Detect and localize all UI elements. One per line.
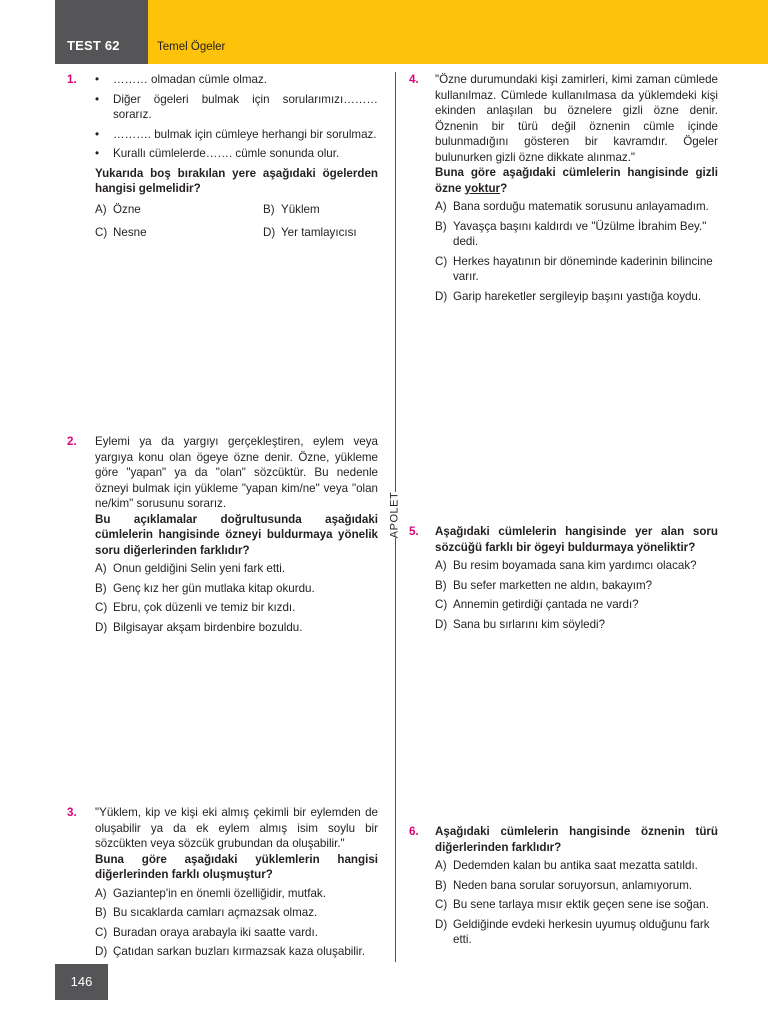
option-d[interactable] [263, 225, 431, 241]
option-c[interactable] [435, 597, 718, 613]
option-letter: C) [95, 925, 108, 939]
question-prompt: Bu açıklamalar doğrultusunda aşağıdaki cümlelerin hangisinde özneyi buldurmaya yönelik soru diğerlerinden farklıdır? [95, 512, 378, 557]
bullet-list [95, 72, 378, 162]
option-text: Yavaşça başını kaldırdı ve "Üzülme İbrahim Bey." dedi. [453, 219, 707, 248]
bullet-item: • ……… olmadan cümle olmaz. [95, 72, 378, 88]
answer-options [435, 858, 718, 948]
question-prompt: Aşağıdaki cümlelerin hangisinde yer alan soru sözcüğü farklı bir ögeyi buldurmaya yöneliktir? [435, 525, 718, 554]
option-letter: A) [435, 559, 447, 572]
question-stem: Eylemi ya da yargıyı gerçekleştiren, eylem veya yargıya konu olan ögeye özne denir. Özne, yükleme göre "yapan" ya da "olan" sözcüktür. Bu nedenle özneyi bulmak için yükleme "yapan kim/ne" veya "olan ne/kim" sorusunu sorarız. [95, 435, 378, 510]
option-letter: B) [435, 878, 447, 892]
option-letter: A) [95, 202, 107, 216]
option-text: Herkes hayatının bir döneminde kaderinin bilincine varır. [453, 254, 713, 283]
option-letter: C) [435, 254, 448, 268]
option-text: Neden bana sorular soruyorsun, anlamıyorum. [453, 878, 693, 892]
option-d[interactable] [435, 917, 718, 948]
option-b[interactable] [435, 578, 718, 594]
prompt-text: Buna göre aşağıdaki cümlelerin hangisinde gizli özne [435, 166, 718, 195]
option-text: Onun geldiğini Selin yeni fark etti. [113, 562, 286, 575]
option-letter: A) [95, 562, 107, 575]
option-text: Yer tamlayıcısı [281, 226, 357, 239]
option-letter: B) [95, 906, 107, 919]
header-dark-block [55, 0, 148, 64]
option-text: Annemin getirdiği çantada ne vardı? [453, 598, 639, 611]
side-label: APOLET [388, 491, 401, 539]
option-letter: D) [435, 917, 448, 931]
option-d[interactable] [95, 944, 378, 960]
option-c[interactable] [435, 254, 718, 285]
option-b[interactable] [435, 219, 718, 250]
option-text: Dedemden kalan bu antika saat mezatta satıldı. [453, 859, 698, 872]
option-d[interactable] [95, 620, 378, 636]
test-label: TEST 62 [67, 38, 120, 53]
option-a[interactable] [435, 858, 718, 874]
option-letter: D) [435, 289, 448, 303]
question-prompt: Yukarıda boş bırakılan yere aşağıdaki ögelerden hangisi gelmelidir? [95, 166, 378, 195]
question-prompt: Buna göre aşağıdaki yüklemlerin hangisi diğerlerinden farklı oluşmuştur? [95, 852, 378, 881]
question-prompt [435, 165, 718, 196]
option-a[interactable] [95, 886, 378, 902]
option-text: Yüklem [281, 202, 320, 216]
option-text: Gaziantep'in en önemli özelliğidir, mutfak. [113, 886, 326, 900]
answer-options [95, 886, 378, 960]
option-letter: A) [95, 886, 107, 900]
page-number: 146 [55, 964, 108, 1000]
prompt-emphasis: yoktur [464, 181, 501, 195]
option-text: Özne [113, 202, 141, 216]
answer-options [435, 558, 718, 632]
option-text: Genç kız her gün mutlaka kitap okurdu. [113, 581, 315, 595]
option-text: Sana bu sırlarını kim söyledi? [453, 617, 606, 631]
option-letter: C) [435, 898, 448, 911]
question-prompt: Aşağıdaki cümlelerin hangisinde öznenin türü diğerlerinden farklıdır? [435, 825, 718, 854]
bullet-item: • Diğer ögeleri bulmak için sorularımızı……… sorarız. [95, 92, 378, 123]
option-letter: D) [263, 226, 276, 239]
option-text: Bana sorduğu matematik sorusunu anlayamadım. [453, 200, 709, 213]
option-d[interactable] [435, 617, 718, 633]
option-c[interactable] [435, 897, 718, 913]
option-text: Nesne [113, 226, 147, 239]
question-number: 3. [67, 806, 77, 819]
answer-options [95, 561, 378, 635]
option-c[interactable] [95, 225, 263, 241]
option-letter: D) [95, 945, 108, 958]
option-a[interactable] [435, 558, 718, 574]
option-letter: B) [263, 202, 275, 216]
topic-title: Temel Ögeler [157, 41, 226, 53]
option-text: Garip hareketler sergileyip başını yastığa koydu. [453, 289, 702, 303]
option-a[interactable] [95, 561, 378, 577]
option-text: Ebru, çok düzenli ve temiz bir kızdı. [113, 601, 296, 614]
option-a[interactable] [435, 199, 718, 215]
option-letter: B) [95, 581, 107, 595]
option-c[interactable] [95, 600, 378, 616]
option-letter: D) [435, 617, 448, 631]
option-letter: B) [435, 219, 447, 233]
option-letter: D) [95, 620, 108, 634]
option-letter: B) [435, 578, 447, 592]
question-stem: "Yüklem, kip ve kişi eki almış çekimli bir eylemden de oluşabilir ya da ek eylem almış isim soylu bir sözcükten veya sözcük grubundan da oluşabilir." [95, 806, 378, 850]
option-text: Bu sefer marketten ne aldın, bakayım? [453, 578, 653, 592]
question-number: 5. [409, 525, 419, 538]
option-text: Bu sene tarlaya mısır ektik geçen sene ise soğan. [453, 898, 709, 911]
option-b[interactable] [435, 878, 718, 894]
header-yellow-band [148, 0, 768, 64]
bullet-item: • Kurallı cümlelerde……. cümle sonunda olur. [95, 146, 378, 162]
answer-options [95, 202, 378, 241]
option-text: Buradan oraya arabayla iki saatte vardı. [113, 925, 318, 939]
question-stem: "Özne durumundaki kişi zamirleri, kimi zaman cümlede kullanılmaz. Cümlede kullanılmasa da yüklemdeki kişi ekinden anlaşılan bu öznelere gizli özne denir. Öznenin bir türü değil öznenin cümle içinde bulunmadığını gösteren bir kavramdır. Ögeler bulunurken gizli özne dikkate alınmaz." [435, 73, 718, 164]
question-number: 4. [409, 73, 419, 86]
option-text: Çatıdan sarkan buzları kırmazsak kaza oluşabilir. [113, 945, 365, 958]
option-letter: A) [435, 200, 447, 213]
option-b[interactable] [95, 905, 378, 921]
option-c[interactable] [95, 925, 378, 941]
bullet-item: • ………. bulmak için cümleye herhangi bir sorulmaz. [95, 127, 378, 143]
option-text: Geldiğinde evdeki herkesin uyumuş olduğunu fark etti. [453, 917, 710, 946]
option-a[interactable] [95, 202, 263, 218]
question-number: 6. [409, 825, 419, 838]
option-b[interactable] [263, 202, 431, 218]
option-b[interactable] [95, 581, 378, 597]
option-letter: A) [435, 859, 447, 872]
option-text: Bu sıcaklarda camları açmazsak olmaz. [113, 906, 318, 919]
option-d[interactable] [435, 289, 718, 305]
option-text: Bu resim boyamada sana kim yardımcı olacak? [453, 559, 697, 572]
option-letter: C) [435, 598, 448, 611]
question-number: 1. [67, 73, 77, 86]
question-number: 2. [67, 435, 77, 448]
option-letter: C) [95, 601, 108, 614]
option-letter: C) [95, 226, 108, 239]
answer-options [435, 199, 718, 304]
prompt-text: ? [500, 181, 508, 195]
option-text: Bilgisayar akşam birdenbire bozuldu. [113, 620, 303, 634]
